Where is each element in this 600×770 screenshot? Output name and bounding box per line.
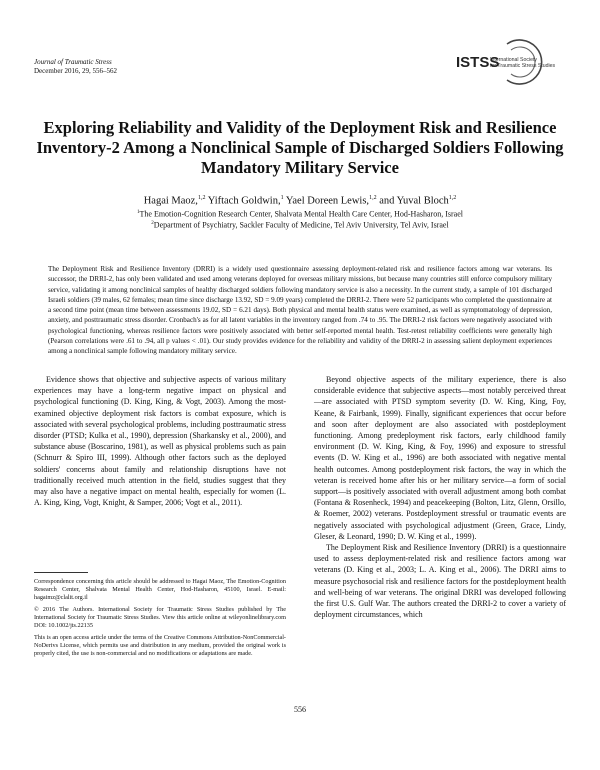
author-name: Hagai Maoz, bbox=[143, 195, 198, 207]
logo-line-2: for Traumatic Stress Studies bbox=[490, 63, 556, 70]
body-paragraph: Beyond objective aspects of the military experience, there is also considerable evidence that subjective aspects—most notably perceived threat—are associated with PTSD symptom severity (D. W. King, King, Foy, Keane, & Fairbank, 1999). Finally, significant experiences that occur before and soon after deployment are also associated with postdeployment functioning. Among predeployment risk factors, early childhood family environment (D. W. King, King, & Foy, 1996) and exposure to stressful events (D. W. King et al., 1996) are both associated with negative mental health outcomes. Among postdeployment risk factors, the way in which the veteran is received home after his or her military service—a form of social support—is positively associated with overall adjustment among both combat (Fontana & Rosenheck, 1994) and peacekeeping (Bolton, Litz, Glenn, Orsillo, & Roemer, 2002) veterans. Postdeployment stressful or traumatic events are negatively associated with psychological adjustment (Green, Grace, Lindy, Gleser, & Leonard, 1990; D. W. King et al., 1999). bbox=[314, 375, 566, 541]
journal-header bbox=[34, 58, 117, 76]
logo-caption bbox=[490, 57, 555, 70]
affiliation-marker: 1 bbox=[137, 210, 140, 215]
author-affiliation-marker: 1 bbox=[280, 195, 284, 201]
copyright-note: © 2016 The Authors. International Society for Traumatic Stress Studies published by The International Society for Traumatic Stress Studies. View this article online at wileyonlinelibrary.com DOI: 10.1002/jts.22135 bbox=[34, 606, 286, 629]
page-number: 556 bbox=[294, 705, 306, 714]
author-name: and Yuval Bloch bbox=[379, 195, 449, 207]
body-paragraph: Evidence shows that objective and subjective aspects of various military experiences may have a long-term negative impact on physical and psychological functioning (D. King, King, & Vogt, 2003). Among the most-examined objective deployment risk factors is combat exposure, which is associated with several psychological problems, including posttraumatic stress disorder (PTSD; Kulka et al., 1990), depression (Sharkansky et al., 2000), and substance abuse (Boscarino, 1981), as well as physical problems such as pain (Schnurr & Spiro III, 1999). Although other factors such as the deployed soldiers' concerns about family and relationship disruptions have not traditionally received much attention in the field, studies suggest that they may also have a negative impact on mental health, especially for women (L. A. King, King, Vogt, Knight, & Samper, 2006; Vogt et al., 2011). bbox=[34, 375, 286, 508]
author-list bbox=[30, 192, 570, 208]
logo-acronym: ISTSS bbox=[456, 54, 500, 71]
affiliation-text: Department of Psychiatry, Sackler Faculty of Medicine, Tel Aviv University, Tel Aviv, Israel bbox=[153, 220, 449, 230]
journal-issue: December 2016, 29, 556–562 bbox=[34, 67, 118, 75]
author-affiliation-marker: 1,2 bbox=[448, 195, 457, 201]
footnote-divider bbox=[34, 572, 88, 573]
abstract: The Deployment Risk and Resilience Inventory (DRRI) is a widely used questionnaire assessing deployment-related risk and resilience factors among war veterans. Its successor, the DRRI-2, has only been validated and used among veterans deployed for overseas military missions, but because many countries still enforce compulsory military service, validating it among nonclinical samples of healthy discharged soldiers following mandatory service is also a necessity. In the current study, a sample of 101 discharged Israeli soldiers (39 males, 62 females; mean time since discharge 13.92, SD = 9.09 years) completed the DRRI-2. There were 52 participants who completed the questionnaire at a second time point (mean time between assessments 19.02, SD = 6.21 days). Both physical and mental health status were examined, as well as symptomatology of depression, anxiety, and posttraumatic stress disorder. Cronbach's as for all latent variables in the inventory ranged from .74 to .95. The DRRI-2 risk factors were negatively associated with psychological functioning, whereas resilience factors were positively associated with better self-reported mental health. Test-retest reliability coefficients were generally high (Pearson correlations were .61 to .94, all p values < .01). Our study provides evidence for the reliability and validity of the DRRI-2 in assessing salient deployment experiences among a nonclinical sample following mandatory military service. bbox=[48, 265, 552, 356]
affiliation-marker: 2 bbox=[151, 221, 154, 226]
body-column-left bbox=[34, 374, 286, 508]
author-affiliation-marker: 1,2 bbox=[197, 195, 206, 201]
author-name: Yael Doreen Lewis, bbox=[285, 195, 370, 207]
correspondence-note: Correspondence concerning this article should be addressed to Hagai Maoz, The Emotion-Cognition Research Center, Shalvata Mental Health Center, Hod-Hasharon, 45100, Israel. E-mail: hagaimz@clalit.org.il bbox=[34, 578, 286, 601]
article-title: Exploring Reliability and Validity of the Deployment Risk and Resilience Inventory-2 Among a Nonclinical Sample of Discharged Soldiers Following Mandatory Military Service bbox=[36, 118, 564, 177]
body-paragraph: The Deployment Risk and Resilience Inventory (DRRI) is a questionnaire used to assess deployment-related risk and resilience factors among war veterans (D. King et al., 2003; L. A. King et al., 2006). The DRRI aims to measure psychosocial risk and resilience factors for the postdeployment health and well-being of war veterans. The original DRRI was developed following the first U.S. Gulf War. The authors created the DRRI-2 to cover a variety of deployment circumstances, which bbox=[314, 543, 566, 620]
author-name: Yiftach Goldwin, bbox=[207, 195, 281, 207]
license-note: This is an open access article under the terms of the Creative Commons Attribution-NonCommercial-NoDerivs License, which permits use and distribution in any medium, provided the original work is properly cited, the use is non-commercial and no modifications or adaptations are made. bbox=[34, 634, 286, 657]
affiliation-text: The Emotion-Cognition Research Center, Shalvata Mental Health Care Center, Hod-Hasharon, Israel bbox=[139, 209, 463, 219]
journal-name: Journal of Traumatic Stress bbox=[34, 58, 112, 66]
body-column-right bbox=[314, 374, 566, 620]
logo-line-1: International Society bbox=[490, 57, 538, 63]
affiliation-1 bbox=[30, 208, 570, 220]
affiliation-2 bbox=[30, 219, 570, 231]
footnotes bbox=[34, 578, 286, 662]
author-affiliation-marker: 1,2 bbox=[369, 195, 377, 201]
